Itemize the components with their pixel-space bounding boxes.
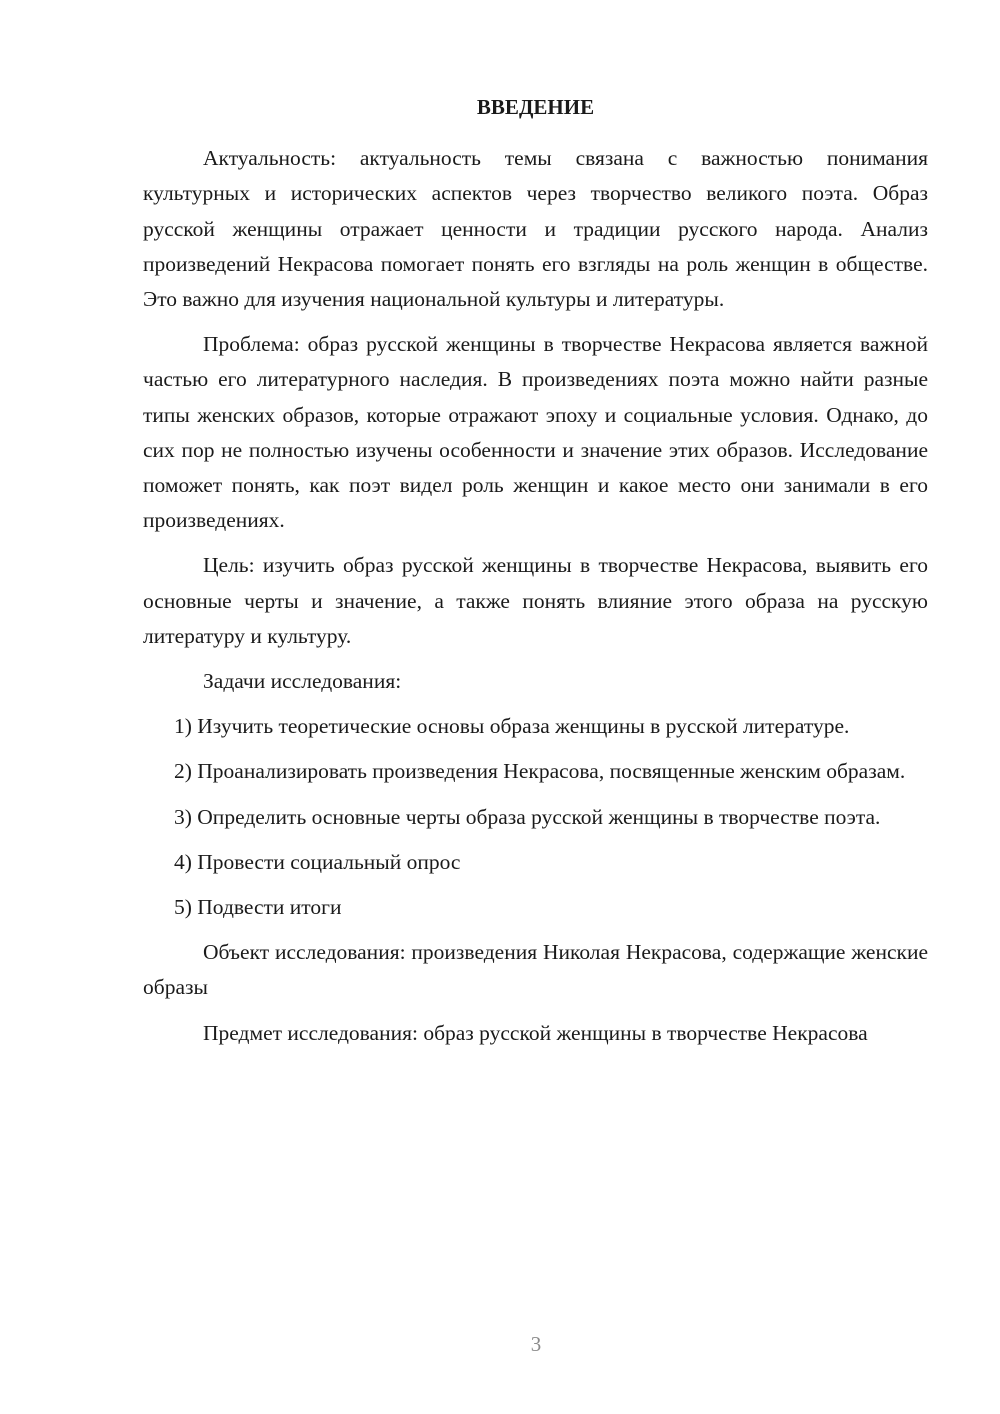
task-item-2: 2) Проанализировать произведения Некрасова, посвященные женским образам. — [174, 759, 906, 784]
object-paragraph: Объект исследования: произведения Николая Некрасова, содержащие женские образы — [143, 940, 928, 1000]
relevance-paragraph: Актуальность: актуальность темы связана с важностью понимания культурных и исторических аспектов через творчество великого поэта. Образ русской женщины отражает ценности и традиции русского народа. Анализ произведений Некрасова помогает понять его взгляды на роль женщин в обществе. Это важно для изучения национальной культуры и литературы. — [143, 146, 928, 312]
page-number: 3 — [530, 1332, 542, 1356]
subject-paragraph: Предмет исследования: образ русской женщины в творчестве Некрасова — [203, 1020, 868, 1045]
page-title: ВВЕДЕНИЕ — [476, 95, 595, 119]
task-item-5: 5) Подвести итоги — [174, 895, 342, 920]
task-item-4: 4) Провести социальный опрос — [174, 849, 461, 874]
tasks-heading: Задачи исследования: — [203, 669, 402, 694]
task-item-3: 3) Определить основные черты образа русской женщины в творчестве поэта. — [174, 804, 881, 829]
problem-paragraph: Проблема: образ русской женщины в творчестве Некрасова является важной частью его литературного наследия. В произведениях поэта можно найти разные типы женских образов, которые отражают эпоху и социальные условия. Однако, до сих пор не полностью изучены особенности и значение этих образов. Исследование поможет понять, как поэт видел роль женщин и какое место они занимали в его произведениях. — [143, 332, 928, 533]
goal-paragraph: Цель: изучить образ русской женщины в творчестве Некрасова, выявить его основные черты и значение, а также понять влияние этого образа на русскую литературу и культуру. — [143, 553, 928, 648]
task-item-1: 1) Изучить теоретические основы образа женщины в русской литературе. — [174, 714, 850, 739]
document-page — [143, 90, 928, 1061]
